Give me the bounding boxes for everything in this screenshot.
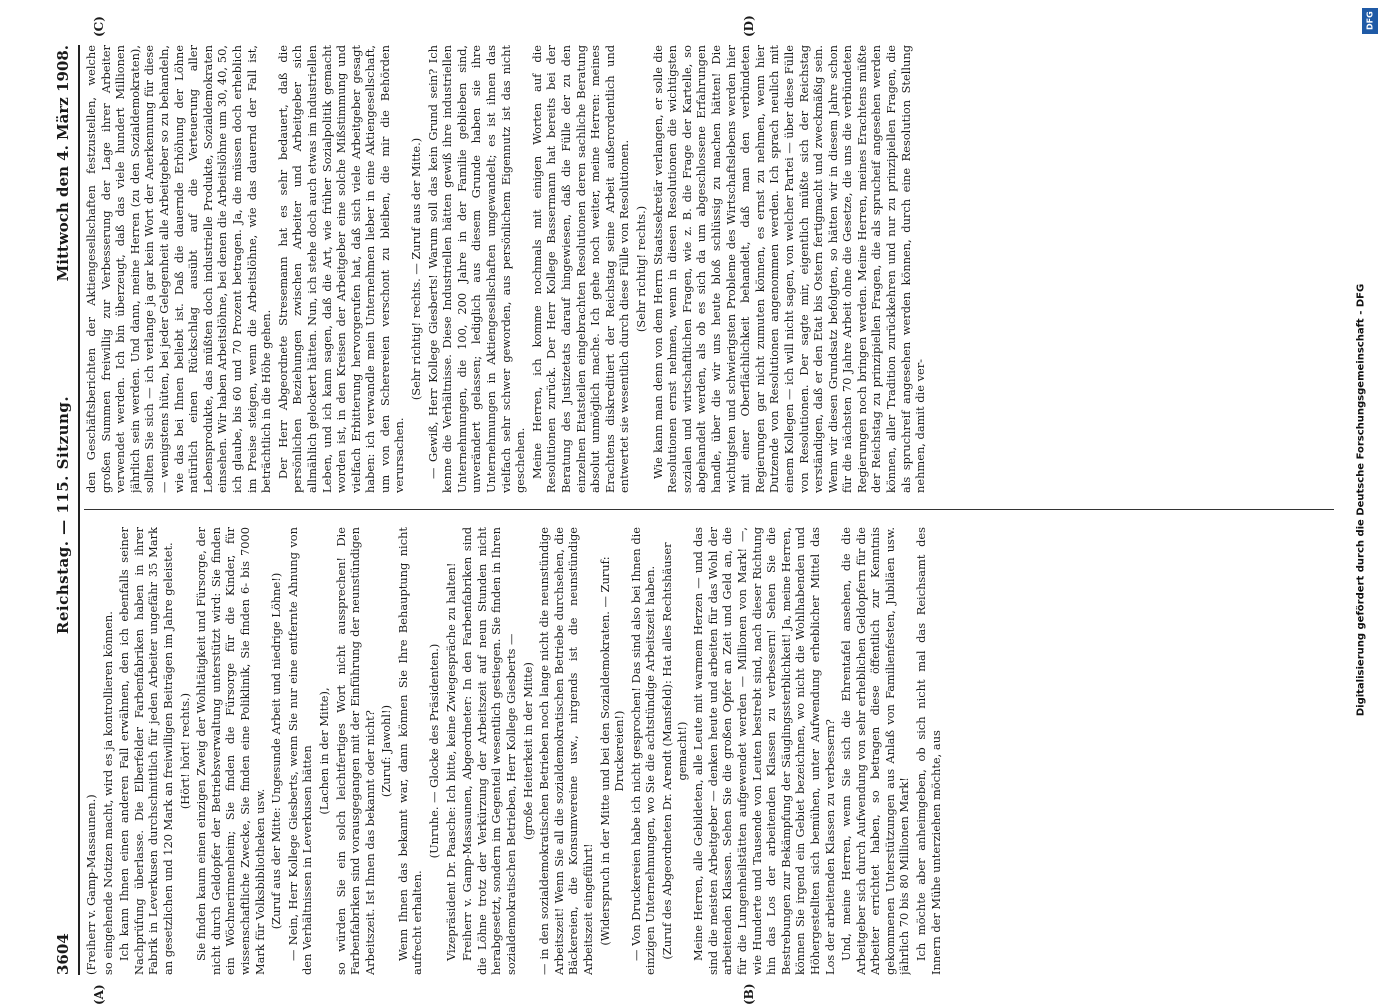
- paragraph: — in den sozialdemokratischen Betrieben noch lange nicht die neunstündige Arbeitszeit! Wenn Sie all die sozialdemokratischen Betriebe durchsehen, die Bäckereien, die Konsumvereine usw., nirgends ist die neunstündige Arbeitszeit eingeführt!: [537, 527, 595, 975]
- paragraph: (Zuruf aus der Mitte: Ungesunde Arbeit und niedrige Löhne!): [269, 527, 284, 975]
- paragraph: Meine Herren, ich komme nochmals mit einigen Worten auf die Resolutionen zurück. Der Herr Kollege Bassermann hat bereits bei der Beratung des Justizetats darauf hingewiesen, daß die Fülle der zu den einzelnen Etatsteilen eingebrachten Resolutionen deren sachliche Beratung absolut unmöglich mache. Ich gehe noch weiter, meine Herren: meines Erachtens diskreditiert der Reichstag seine Arbeit außerordentlich und entwertet sie wesentlich durch diese Fülle von Resolutionen.: [530, 45, 632, 493]
- margin-marker-a: (A): [92, 984, 106, 1005]
- paragraph: Vizepräsident Dr. Paasche: Ich bitte, keine Zwiegespräche zu halten!: [444, 527, 459, 975]
- paragraph: (Sehr richtig! rechts.): [634, 45, 649, 493]
- running-title: Reichstag. — 115. Sitzung.: [54, 305, 72, 725]
- paragraph: so würden Sie ein solch leichtfertiges Wort nicht aussprechen! Die Farbenfabriken sind vorausgegangen mit der Einführung der neunstündigen Arbeitszeit. Ist Ihnen das bekannt oder nicht?: [334, 527, 378, 975]
- paragraph: (Hört! hört! rechts.): [178, 527, 193, 975]
- paragraph: Wenn Ihnen das bekannt war, dann können Sie Ihre Behauptung nicht aufrecht erhalten.: [396, 527, 425, 975]
- paragraph: Freiherr v. Gamp-Massaunen, Abgeordneter: In den Farbenfabriken sind die Löhne trotz der Verkürzung der Arbeitszeit auf neun Stunden nicht herabgesetzt, sondern im Gegenteil wesentlich gestiegen. Sie finden in Ihren sozialdemokratischen Betrieben, Herr Kollege Giesberts —: [460, 527, 518, 975]
- paragraph: (Zuruf: Jawohl!): [379, 527, 394, 975]
- credit-text: Digitalisierung gefördert durch die Deutsche Forschungsgemeinschaft - DFG: [1356, 284, 1367, 716]
- paragraph: (große Heiterkeit in der Mitte): [521, 527, 536, 975]
- document-page: [52, 45, 1342, 975]
- digitization-credit: [1346, 0, 1376, 1000]
- paragraph: (Lachen in der Mitte),: [317, 527, 332, 975]
- dfg-logo: DFG: [1362, 8, 1378, 34]
- paragraph: Ich kann Ihnen einen anderen Fall erwähnen, den ich ebenfalls seiner Nachprüfung überlasse. Die Elberfelder Farbenfabriken haben in ihrer Fabrik in Leverkusen durchschnittlich für jeden Arbeiter ungefähr 35 Mark an gesetzlichen und 120 Mark an freiwilligen Beiträgen im Jahre geleistet.: [117, 527, 175, 975]
- right-text-column: [84, 45, 1334, 493]
- paragraph: (Unruhe. — Glocke des Präsidenten.): [427, 527, 442, 975]
- paragraph: (Zuruf des Abgeordneten Dr. Arendt (Mansfeld): Hat alles Rechtshäuser gemacht!): [660, 527, 689, 975]
- paragraph: (Widerspruch in der Mitte und bei den Sozialdemokraten. — Zuruf: Druckereien!): [598, 527, 627, 975]
- session-date: Mittwoch den 4. März 1908.: [54, 45, 72, 281]
- paragraph: so eingehende Notizen macht, wird es ja kontrollieren können.: [101, 527, 116, 975]
- left-text-column: [84, 527, 1334, 975]
- page-number: 3604: [54, 933, 72, 975]
- paragraph: Ich möchte aber anheimgeben, ob sich nicht mal das Reichsamt des Innern der Mühe unterziehen möchte, aus: [914, 527, 943, 975]
- paragraph: Der Herr Abgeordnete Stresemann hat es sehr bedauert, daß die persönlichen Beziehungen zwischen Arbeiter und Arbeitgeber sich allmählich gelockert hätten. Nun, ich stehe doch auch etwas im industriellen Leben, und ich kann sagen, daß die Art, wie früher Sozialpolitik gemacht worden ist, in den Kreisen der Arbeitgeber eine solche Mißstimmung und vielfach Erbitterung hervorgerufen hat, daß sich viele Arbeitgeber gesagt haben: ich verwandle mein Unternehmen lieber in eine Aktiengesellschaft, um von den Scherereien verschont zu bleiben, die mir die Behörden verursachen.: [276, 45, 407, 493]
- paragraph: Sie finden kaum einen einzigen Zweig der Wohltätigkeit und Fürsorge, der nicht durch Geldopfer der Betriebsverwaltung unterstützt wird: Sie finden ein Wöchnerinnenheim; Sie finden die Fürsorge für die Kinder, für wissenschaftliche Zwecke, Sie finden eine Poliklinik, Sie finden 6- bis 7000 Mark für Volksbibliotheken usw.: [194, 527, 267, 975]
- paragraph: den Geschäftsberichten der Aktiengesellschaften festzustellen, welche großen Summen freiwillig zur Verbesserung der Lage ihrer Arbeiter verwendet werden. Ich bin überzeugt, daß das viele hundert Millionen jährlich sein werden. Und dann, meine Herren (zu den Sozialdemokraten), sollten Sie sich — ich verlange ja gar kein Wort der Anerkennung für diese — wenigstens hüten, bei jeder Gelegenheit alle Arbeitgeber so zu behandeln, wie das bei Ihnen beliebt ist. Daß die dauernde Erhöhung der Löhne natürlich einen Rückschlag ausübt auf die Verteuerung aller Lebensprodukte, das müßten doch industrielle Produkte, Sozialdemokraten einsehen. Wir haben Arbeitslöhne, bei denen die Arbeitslöhne um 30, 40, 50, ich glaube, bis 60 und 70 Prozent betragen. Ja, die müssen doch erheblich im Preise steigen, wenn die Arbeitslöhne, wie das dauernd der Fall ist, beträchtlich in die Höhe gehen.: [84, 45, 274, 493]
- paragraph: Meine Herren, alle Gebildeten, alle Leute mit warmem Herzen — und das sind die meisten Arbeitgeber — denken heute und arbeiten für das Wohl der arbeitenden Klassen. Sehen Sie die großen Opfer an Zeit und Geld an, die für die Lungenheilstätten aufgewendet werden — Millionen von Mark! —, wie Hunderte und Tausende von Leuten bestrebt sind, nach dieser Richtung hin das Los der arbeitenden Klassen zu verbessern! Sehen Sie die Bestrebungen zur Bekämpfung der Säuglingssterblichkeit! Ja, meine Herren, können Sie irgend ein Gebiet bezeichnen, wo nicht die Wohlhabenden und Höhergestellten sich bemühen, unter Aufwendung erheblicher Mittel das Los der arbeitenden Klassen zu verbessern?: [691, 527, 837, 975]
- paragraph: (Freiherr v. Gamp-Massaunen.): [84, 527, 99, 975]
- paragraph: — Gewiß, Herr Kollege Giesberts! Warum soll das kein Grund sein? Ich kenne die Verhältnisse. Diese Industriellen hätten gewiß ihre industriellen Unternehmungen, die 100, 200 Jahre in der Familie geblieben sind, unverändert gelassen; lediglich aus diesem Grunde haben sie ihre Unternehmungen in Aktiengesellschaften umgewandelt; es ist ihnen das vielfach sehr schwer geworden, aus persönlichem Eigennutz ist das nicht geschehen.: [426, 45, 528, 493]
- paragraph: (Sehr richtig! rechts. — Zuruf aus der Mitte.): [409, 45, 424, 493]
- margin-marker-c: (C): [92, 16, 106, 37]
- margin-marker-d: (D): [742, 15, 756, 37]
- column-divider: [84, 509, 1334, 510]
- paragraph: — Nein, Herr Kollege Giesberts, wenn Sie nur eine entfernte Ahnung von den Verhältnissen in Leverkusen hätten: [286, 527, 315, 975]
- margin-marker-b: (B): [742, 984, 756, 1005]
- paragraph: Und, meine Herren, wenn Sie sich die Ehrentafel ansehen, die die Arbeitgeber sich durch Aufwendung von sehr erheblichen Geldopfern für die Arbeiter errichtet haben, so betragen diese öffentlich zur Kenntnis gekommenen Unterstützungen aus Anlaß von Familienfesten, Jubiläen usw. jährlich 70 bis 80 Millionen Mark!: [839, 527, 912, 975]
- paragraph: — Von Druckereien habe ich nicht gesprochen! Das sind also bei Ihnen die einzigen Unternehmungen, wo Sie die achtstündige Arbeitszeit haben.: [629, 527, 658, 975]
- page-header: [52, 45, 76, 975]
- header-rule: [78, 45, 80, 975]
- paragraph: Wie kann man denn von dem Herrn Staatssekretär verlangen, er solle die Resolutionen ernst nehmen, wenn in diesen Resolutionen die wichtigsten sozialen und wirtschaftlichen Fragen, wie z. B. die Frage der Kartelle, so abgehandelt werden, als ob es sich da um abgeschlossene Erfahrungen handle, über die wir uns heute bloß schlüssig zu machen hätten! Die wichtigsten und schwierigsten Probleme des Wirtschaftslebens werden hier mit einer Oberflächlichkeit behandelt, daß man den verbündeten Regierungen gar nicht zumuten können, es ernst zu nehmen, wenn hier Dutzende von Resolutionen angenommen werden. Ich sprach neulich mit einem Kollegen — ich will nicht sagen, von welcher Partei — über diese Fülle von Resolutionen. Der sagte mir, eigentlich müßte sich der Reichstag verständigen, daß er den Etat bis Ostern fertigmacht und zweckmäßig sein. Wenn wir diesen Grundsatz befolgten, so hätten wir in diesem Jahre schon für die nächsten 70 Jahre Arbeit ohne die Gesetze, die uns die verbündeten Regierungen noch bringen werden. Meine Herren, meines Erachtens müßte der Reichstag zu prinzipiellen Fragen, die als sprucheif angesehen werden können, aller Tradition zurückkehren und nur zu prinzipiellen Fragen, die als spruchreif angesehen werden können, durch eine Resolution Stellung nehmen, damit die ver-: [651, 45, 928, 493]
